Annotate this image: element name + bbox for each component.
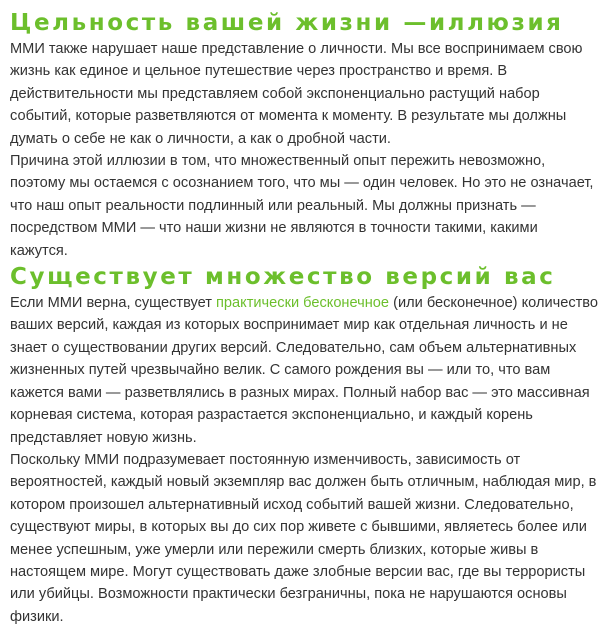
paragraph-versions-text-start: Если ММИ верна, существует (10, 295, 217, 312)
paragraph-illusion-reason: Причина этой иллюзии в том, что множественный опыт пережить невозможно, поэтому мы остаемся с осознанием того, что мы — один человек. Но это не означает, что наш опыт реальности подлинный или реальный. Мы должны признать — посредством ММИ — что наши жизни не являются в точности такими, какими кажутся. (10, 153, 594, 259)
paragraph-versions-text-end: (или бесконечное) количество ваших версий, каждая из которых воспринимает мир как отдельная личность и не знает о существовании других версий. Следовательно, сам объем альтернативных жизненных путей чрезвычайно велик. С самого рождения вы — или то, что вам кажется вами — разветвлялись в разных мирах. Полный набор вас — это массивная корневая система, которая разрастается экспоненциально, и каждый корень представляет новую жизнь. (10, 295, 599, 446)
paragraph-variability: Поскольку ММИ подразумевает постоянную изменчивость, зависимость от вероятностей, каждый новый экземпляр вас должен быть отличным, наблюдая мир, в котором произошел альтернативный исход событий вашей жизни. Следовательно, существуют миры, в которых вы до сих пор живете с бывшими, являетесь более или менее успешным, уже умерли или пережили смерть близких, которые живы в настоящем мире. Могут существовать даже злобные версии вас, где вы террористы или убийцы. Возможности практически безграничны, пока не нарушаются основы физики. (10, 451, 597, 625)
section-heading-versions: Существует множество версий вас (10, 264, 556, 291)
section-heading-illusion: Цельность вашей жизни —иллюзия (10, 10, 564, 36)
paragraph-identity: ММИ также нарушает наше представление о личности. Мы все воспринимаем свою жизнь как единое и цельное путешествие через пространство и время. В действительности мы представляем собой экспоненциально растущий набор событий, которые разветвляются от момента к моменту. В результате мы должны думать о себе не как о личности, а как о дробной части. (10, 41, 583, 147)
article (10, 8, 598, 628)
paragraph-versions (10, 292, 598, 449)
link-practically-infinite[interactable]: практически бесконечное (216, 295, 390, 312)
